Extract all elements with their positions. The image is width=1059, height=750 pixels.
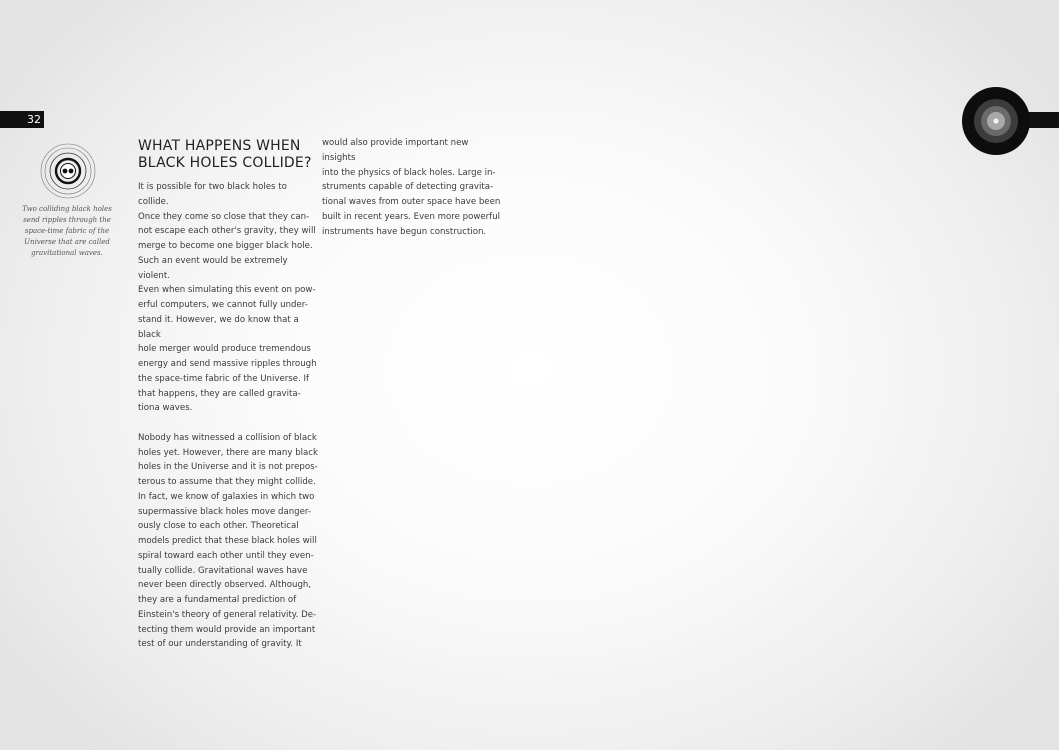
text-line: Once they come so close that they can- bbox=[138, 211, 310, 222]
black-hole-disc-icon bbox=[962, 87, 1030, 155]
article-title bbox=[138, 138, 318, 172]
figure-caption: Two colliding black holes send ripples through the space-time fabric of the Universe that are called gravitational waves. bbox=[22, 205, 112, 257]
text-line: holes yet. However, there are many black bbox=[138, 447, 319, 458]
text-line: tually collide. Gravitational waves have bbox=[138, 565, 308, 576]
colliding-black-holes-icon bbox=[40, 143, 96, 199]
paragraph-2 bbox=[138, 431, 318, 652]
text-line: into the physics of black holes. Large in- bbox=[322, 167, 496, 178]
text-line: would also provide important new insights bbox=[322, 138, 469, 163]
text-line: erful computers, we cannot fully under- bbox=[138, 300, 308, 310]
title-line-2: BLACK HOLES COLLIDE? bbox=[138, 155, 312, 171]
text-line: Einstein's theory of general relativity. De- bbox=[138, 609, 317, 620]
text-line: energy and send massive ripples through bbox=[138, 359, 317, 369]
text-line: It is possible for two black holes to collide. bbox=[138, 182, 287, 207]
text-line: hole merger would produce tremendous bbox=[138, 344, 311, 355]
text-line: supermassive black holes move danger- bbox=[138, 506, 311, 517]
text-line: ously close to each other. Theoretical bbox=[138, 521, 299, 532]
text-line: merge to become one bigger black hole. bbox=[138, 241, 313, 251]
text-line: tiona waves. bbox=[138, 403, 193, 414]
text-line: stand it. However, we do know that a black bbox=[138, 314, 299, 340]
text-line: Nobody has witnessed a collision of black bbox=[138, 432, 317, 443]
text-line: spiral toward each other until they even- bbox=[138, 550, 314, 561]
text-line: instruments have begun construction. bbox=[322, 226, 487, 237]
title-line-1: WHAT HAPPENS WHEN bbox=[138, 138, 301, 154]
text-line: not escape each other's gravity, they will bbox=[138, 226, 316, 237]
text-line: Even when simulating this event on pow- bbox=[138, 285, 316, 296]
text-line: the space-time fabric of the Universe. If bbox=[138, 373, 310, 384]
text-line: holes in the Universe and it is not prepos- bbox=[138, 462, 318, 473]
text-line: tional waves from outer space have been bbox=[322, 197, 501, 207]
text-line: struments capable of detecting gravita- bbox=[322, 182, 494, 193]
text-column-1 bbox=[138, 180, 318, 652]
paragraph-3 bbox=[322, 136, 502, 239]
text-column-2 bbox=[322, 136, 502, 239]
text-line: models predict that these black holes will bbox=[138, 536, 317, 546]
page-number: 32 bbox=[0, 111, 44, 128]
text-line: that happens, they are called gravita- bbox=[138, 388, 301, 399]
text-line: Such an event would be extremely violent. bbox=[138, 255, 288, 281]
text-line: they are a fundamental prediction of bbox=[138, 595, 297, 605]
text-line: tecting them would provide an important bbox=[138, 624, 316, 635]
text-line: built in recent years. Even more powerful bbox=[322, 211, 501, 222]
paragraph-1 bbox=[138, 180, 318, 416]
text-line: In fact, we know of galaxies in which two bbox=[138, 491, 315, 502]
text-line: never been directly observed. Although, bbox=[138, 580, 312, 591]
text-line: test of our understanding of gravity. It bbox=[138, 639, 302, 650]
text-line: terous to assume that they might collide. bbox=[138, 477, 316, 487]
